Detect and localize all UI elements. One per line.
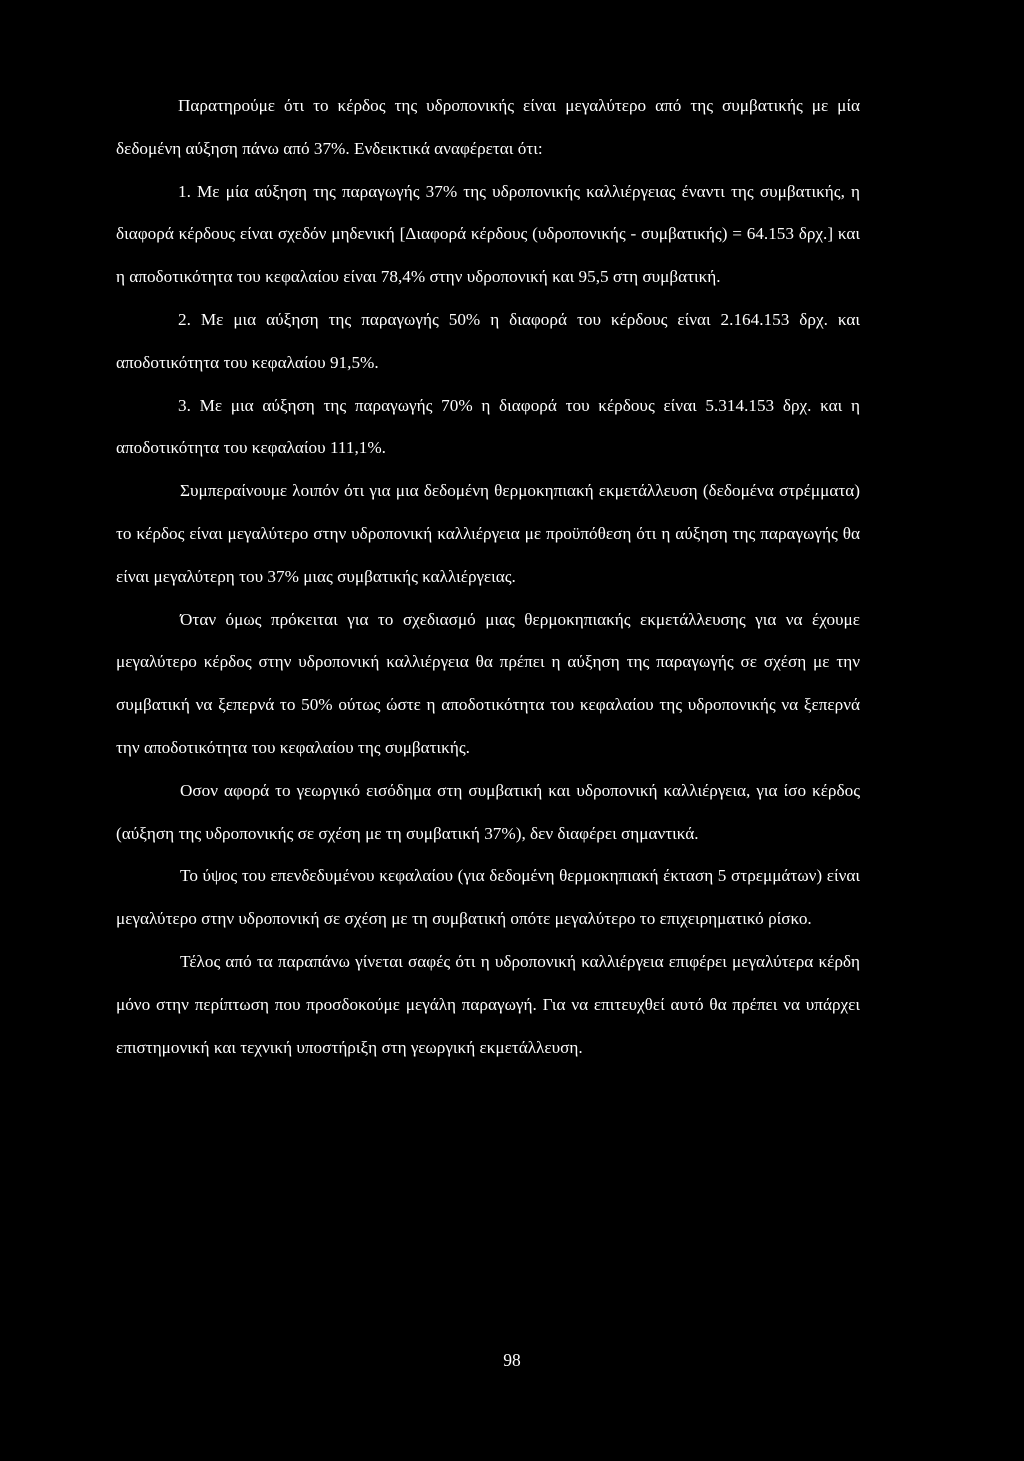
list-item-3: 3. Με μια αύξηση της παραγωγής 70% η διαφορά του κέρδους είναι 5.314.153 δρχ. και η αποδοτικότητα του κεφαλαίου 111,1%. bbox=[116, 395, 860, 458]
design-paragraph: Όταν όμως πρόκειται για το σχεδιασμό μιας θερμοκηπιακής εκμετάλλευσης για να έχουμε μεγαλύτερο κέρδος στην υδροπονική καλλιέργεια θα πρέπει η αύξηση της παραγωγής σε σχέση με την συμβατική να ξεπερνά το 50% ούτως ώστε η αποδοτικότητα του κεφαλαίου της υδροπονικής να ξεπερνά την αποδοτικότητα του κεφαλαίου της συμβατικής. bbox=[116, 609, 860, 757]
list-item-2: 2. Με μια αύξηση της παραγωγής 50% η διαφορά του κέρδους είναι 2.164.153 δρχ. και αποδοτικότητα του κεφαλαίου 91,5%. bbox=[116, 309, 860, 372]
list-item-1: 1. Με μία αύξηση της παραγωγής 37% της υδροπονικής καλλιέργειας έναντι της συμβατικής, η διαφορά κέρδους είναι σχεδόν μηδενική [Διαφορά κέρδους (υδροπονικής - συμβατικής) = 64.153 δρχ.] και η αποδοτικότητα του κεφαλαίου είναι 78,4% στην υδροπονική και 95,5 στη συμβατική. bbox=[116, 181, 860, 287]
page-number: 98 bbox=[503, 1350, 521, 1370]
capital-paragraph: Το ύψος του επενδεδυμένου κεφαλαίου (για δεδομένη θερμοκηπιακή έκταση 5 στρεμμάτων) είναι μεγαλύτερο στην υδροπονική σε σχέση με τη συμβατική οπότε μεγαλύτερο το επιχειρηματικό ρίσκο. bbox=[116, 866, 860, 929]
conclusion-paragraph: Συμπεραίνουμε λοιπόν ότι για μια δεδομένη θερμοκηπιακή εκμετάλλευση (δεδομένα στρέμματα) το κέρδος είναι μεγαλύτερο στην υδροπονική καλλιέργεια με προϋπόθεση ότι η αύξηση της παραγωγής θα είναι μεγαλύτερη του 37% μιας συμβατικής καλλιέργειας. bbox=[116, 481, 860, 586]
document-body bbox=[116, 85, 860, 1069]
income-paragraph: Οσον αφορά το γεωργικό εισόδημα στη συμβατική και υδροπονική καλλιέργεια, για ίσο κέρδος (αύξηση της υδροπονικής σε σχέση με τη συμβατική 37%), δεν διαφέρει σημαντικά. bbox=[116, 780, 860, 843]
intro-paragraph: Παρατηρούμε ότι το κέρδος της υδροπονικής είναι μεγαλύτερο από της συμβατικής με μία δεδομένη αύξηση πάνω από 37%. Ενδεικτικά αναφέρεται ότι: bbox=[116, 96, 860, 158]
final-paragraph: Τέλος από τα παραπάνω γίνεται σαφές ότι η υδροπονική καλλιέργεια επιφέρει μεγαλύτερα κέρδη μόνο στην περίπτωση που προσδοκούμε μεγάλη παραγωγή. Για να επιτευχθεί αυτό θα πρέπει να υπάρχει επιστημονική και τεχνική υποστήριξη στη γεωργική εκμετάλλευση. bbox=[116, 951, 860, 1057]
